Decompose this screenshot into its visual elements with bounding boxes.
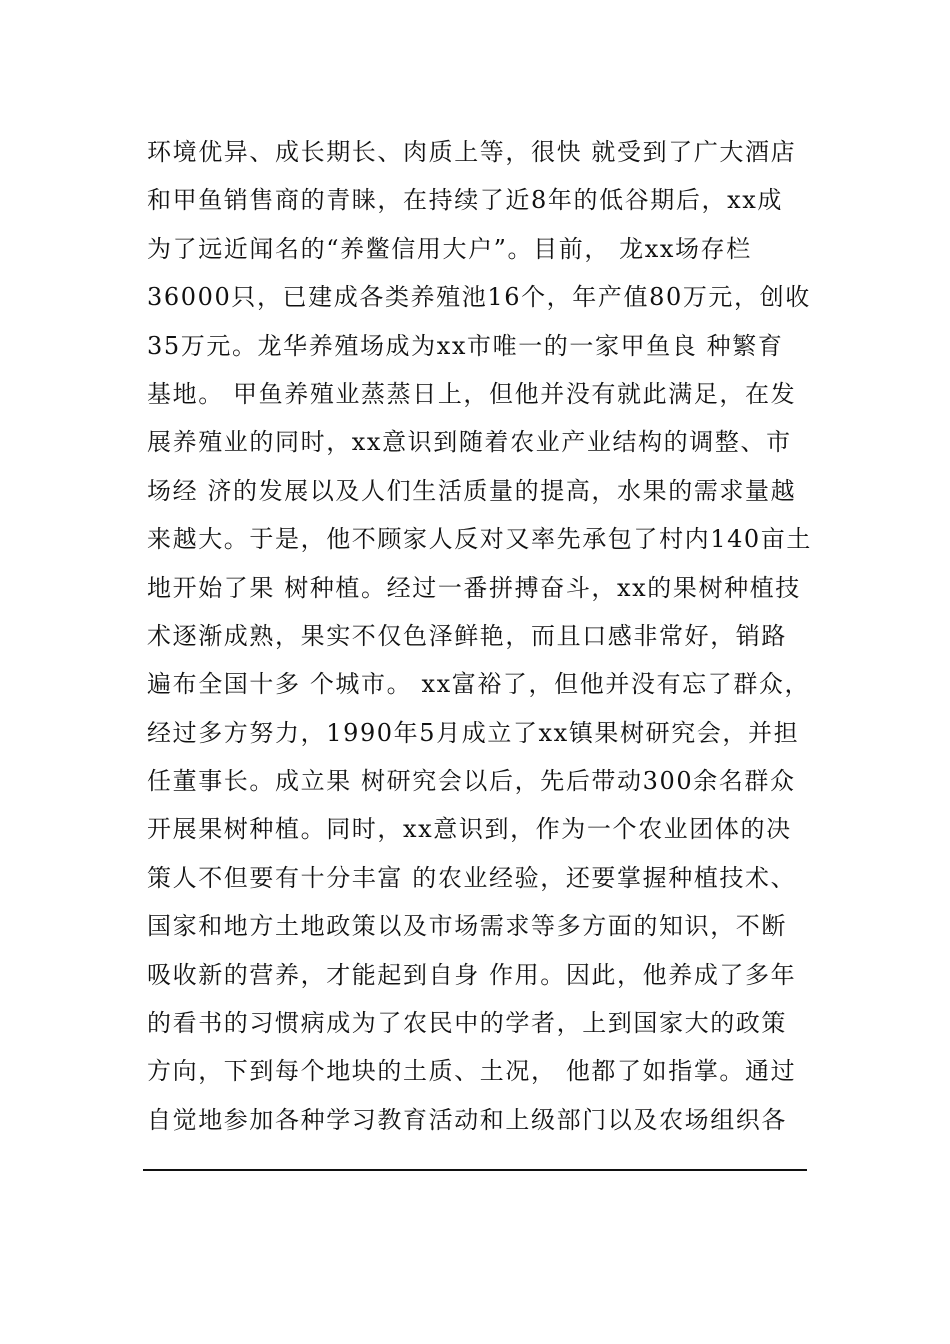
text-line: 基地。 甲鱼养殖业蒸蒸日上，但他并没有就此满足，在发 <box>147 379 797 408</box>
text-line: 经过多方努力，1990年5月成立了xx镇果树研究会，并担 <box>147 718 800 747</box>
text-line: 吸收新的营养，才能起到自身 作用。因此，他养成了多年 <box>147 960 797 989</box>
text-line: 和甲鱼销售商的青睐，在持续了近8年的低谷期后，xx成 <box>147 186 783 215</box>
text-line: 场经 济的发展以及人们生活质量的提高，水果的需求量越 <box>147 476 797 505</box>
text-line: 术逐渐成熟，果实不仅色泽鲜艳，而且口感非常好，销路 <box>147 621 787 650</box>
text-line: 的看书的习惯病成为了农民中的学者，上到国家大的政策 <box>147 1009 787 1038</box>
text-line: 为了远近闻名的“养鳖信用大户”。目前， 龙xx场存栏 <box>147 234 752 263</box>
text-line: 35万元。龙华养殖场成为xx市唯一的一家甲鱼良 种繁育 <box>147 331 784 360</box>
footer-divider <box>143 1169 807 1171</box>
text-line: 方向，下到每个地块的土质、土况， 他都了如指掌。通过 <box>147 1057 797 1086</box>
text-line: 36000只，已建成各类养殖池16个，年产值80万元，创收 <box>147 283 811 312</box>
text-line: 开展果树种植。同时，xx意识到，作为一个农业团体的决 <box>147 815 792 844</box>
text-line: 遍布全国十多 个城市。 xx富裕了，但他并没有忘了群众， <box>147 670 811 699</box>
text-line: 来越大。于是，他不顾家人反对又率先承包了村内140亩土 <box>147 525 813 554</box>
text-line: 国家和地方土地政策以及市场需求等多方面的知识，不断 <box>147 912 787 941</box>
text-line: 地开始了果 树种植。经过一番拼搏奋斗，xx的果树种植技 <box>147 573 801 602</box>
text-line: 任董事长。成立果 树研究会以后，先后带动300余名群众 <box>147 767 796 796</box>
text-line: 展养殖业的同时，xx意识到随着农业产业结构的调整、市 <box>147 428 792 457</box>
body-paragraph <box>147 128 813 1144</box>
text-line: 自觉地参加各种学习教育活动和上级部门以及农场组织各 <box>147 1105 787 1134</box>
text-line: 策人不但要有十分丰富 的农业经验，还要掌握种植技术、 <box>147 863 797 892</box>
text-line: 环境优异、成长期长、肉质上等，很快 就受到了广大酒店 <box>147 138 797 166</box>
